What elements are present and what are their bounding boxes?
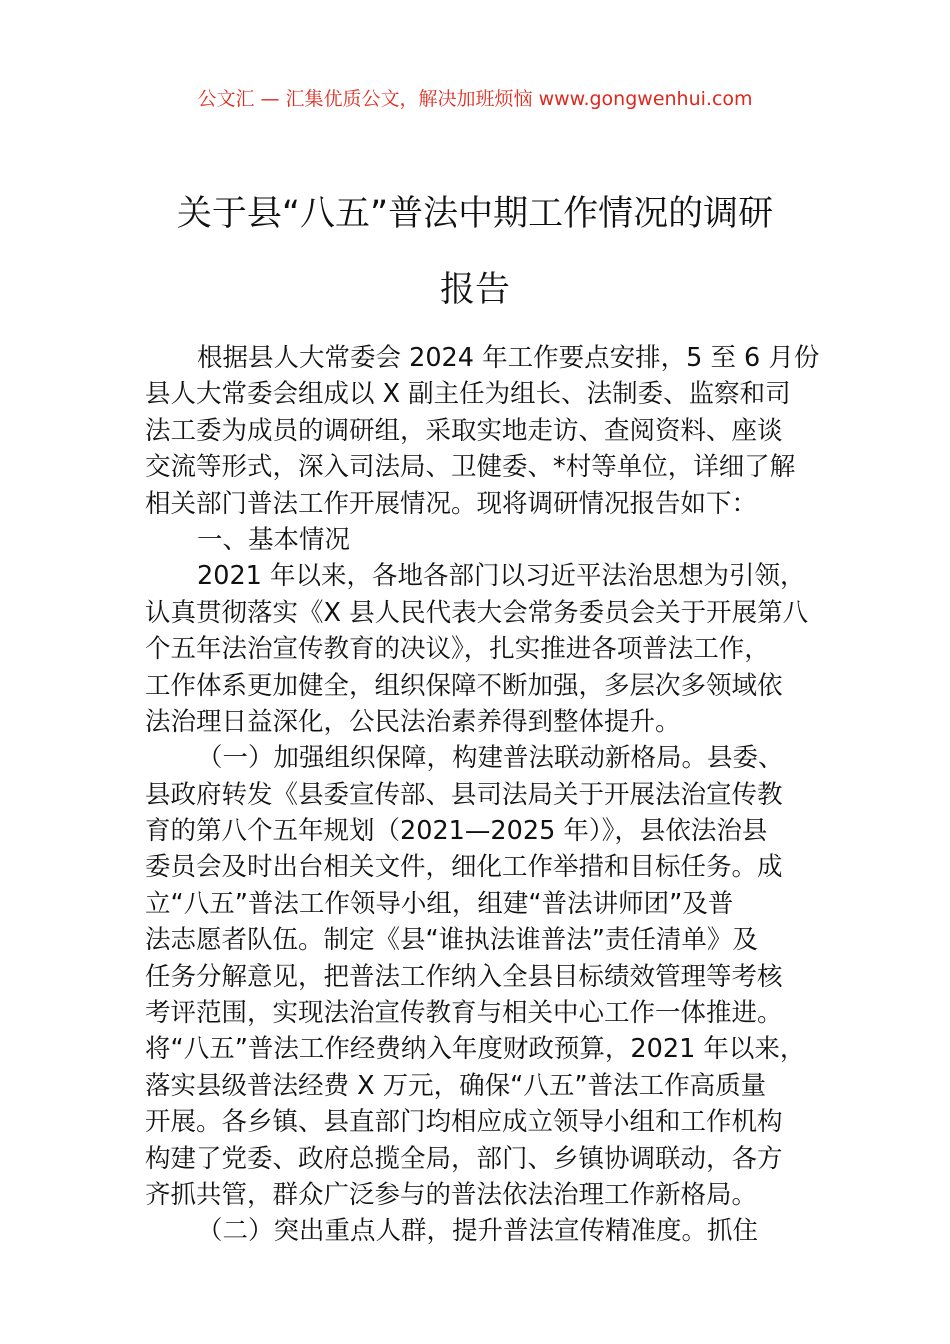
paragraph-line: 齐抓共管，群众广泛参与的普法依法治理工作新格局。 bbox=[145, 1179, 758, 1210]
paragraph-line: 落实县级普法经费 X 万元，确保“八五”普法工作高质量 bbox=[145, 1070, 767, 1101]
paragraph-line: 法工委为成员的调研组，采取实地走访、查阅资料、座谈 bbox=[145, 415, 783, 446]
paragraph-line: 立“八五”普法工作领导小组，组建“普法讲师团”及普 bbox=[145, 888, 734, 919]
paragraph-line: 法治理日益深化，公民法治素养得到整体提升。 bbox=[145, 706, 681, 737]
paragraph-line: 工作体系更加健全，组织保障不断加强，多层次多领域依 bbox=[145, 670, 783, 701]
paragraph-line: （二）突出重点人群，提升普法宣传精准度。抓住 bbox=[197, 1216, 759, 1247]
paragraph-line: 委员会及时出台相关文件，细化工作举措和目标任务。成 bbox=[145, 852, 783, 883]
paragraph-line: 县政府转发《县委宣传部、县司法局关于开展法治宣传教 bbox=[145, 779, 783, 810]
title-line-1: 关于县“八五”普法中期工作情况的调研 bbox=[176, 194, 774, 234]
paragraph-line: 2021 年以来，各地各部门以习近平法治思想为引领， bbox=[197, 561, 806, 592]
paragraph-line: 任务分解意见，把普法工作纳入全县目标绩效管理等考核 bbox=[145, 961, 783, 992]
paragraph-line: 个五年法治宣传教育的决议》，扎实推进各项普法工作， bbox=[145, 634, 770, 665]
paragraph-line: 县人大常委会组成以 X 副主任为组长、法制委、监察和司 bbox=[145, 379, 791, 410]
document-title bbox=[120, 176, 830, 328]
document-body bbox=[145, 340, 825, 1250]
paragraph-line: 相关部门普法工作开展情况。现将调研情况报告如下： bbox=[145, 488, 758, 519]
paragraph-line: 育的第八个五年规划（2021—2025 年）》，县依法治县 bbox=[145, 816, 768, 847]
paragraph-line: 根据县人大常委会 2024 年工作要点安排，5 至 6 月份 bbox=[197, 343, 820, 373]
paragraph-line: 将“八五”普法工作经费纳入年度财政预算，2021 年以来， bbox=[145, 1034, 806, 1065]
header-banner: 公文汇 — 汇集优质公文，解决加班烦恼 www.gongwenhui.com bbox=[197, 88, 753, 110]
paragraph-line: 认真贯彻落实《X 县人民代表大会常务委员会关于开展第八 bbox=[145, 597, 809, 628]
section-heading: 一、基本情况 bbox=[197, 524, 351, 555]
paragraph-line: （一）加强组织保障，构建普法联动新格局。县委、 bbox=[197, 743, 784, 774]
paragraph-line: 开展。各乡镇、县直部门均相应成立领导小组和工作机构 bbox=[145, 1107, 783, 1138]
paragraph-line: 交流等形式，深入司法局、卫健委、*村等单位，详细了解 bbox=[145, 452, 796, 483]
title-line-2: 报告 bbox=[439, 270, 510, 310]
paragraph-line: 构建了党委、政府总揽全局，部门、乡镇协调联动，各方 bbox=[145, 1143, 783, 1174]
paragraph-line: 法志愿者队伍。制定《县“谁执法谁普法”责任清单》及 bbox=[145, 925, 758, 956]
paragraph-line: 考评范围，实现法治宣传教育与相关中心工作一体推进。 bbox=[145, 998, 783, 1029]
